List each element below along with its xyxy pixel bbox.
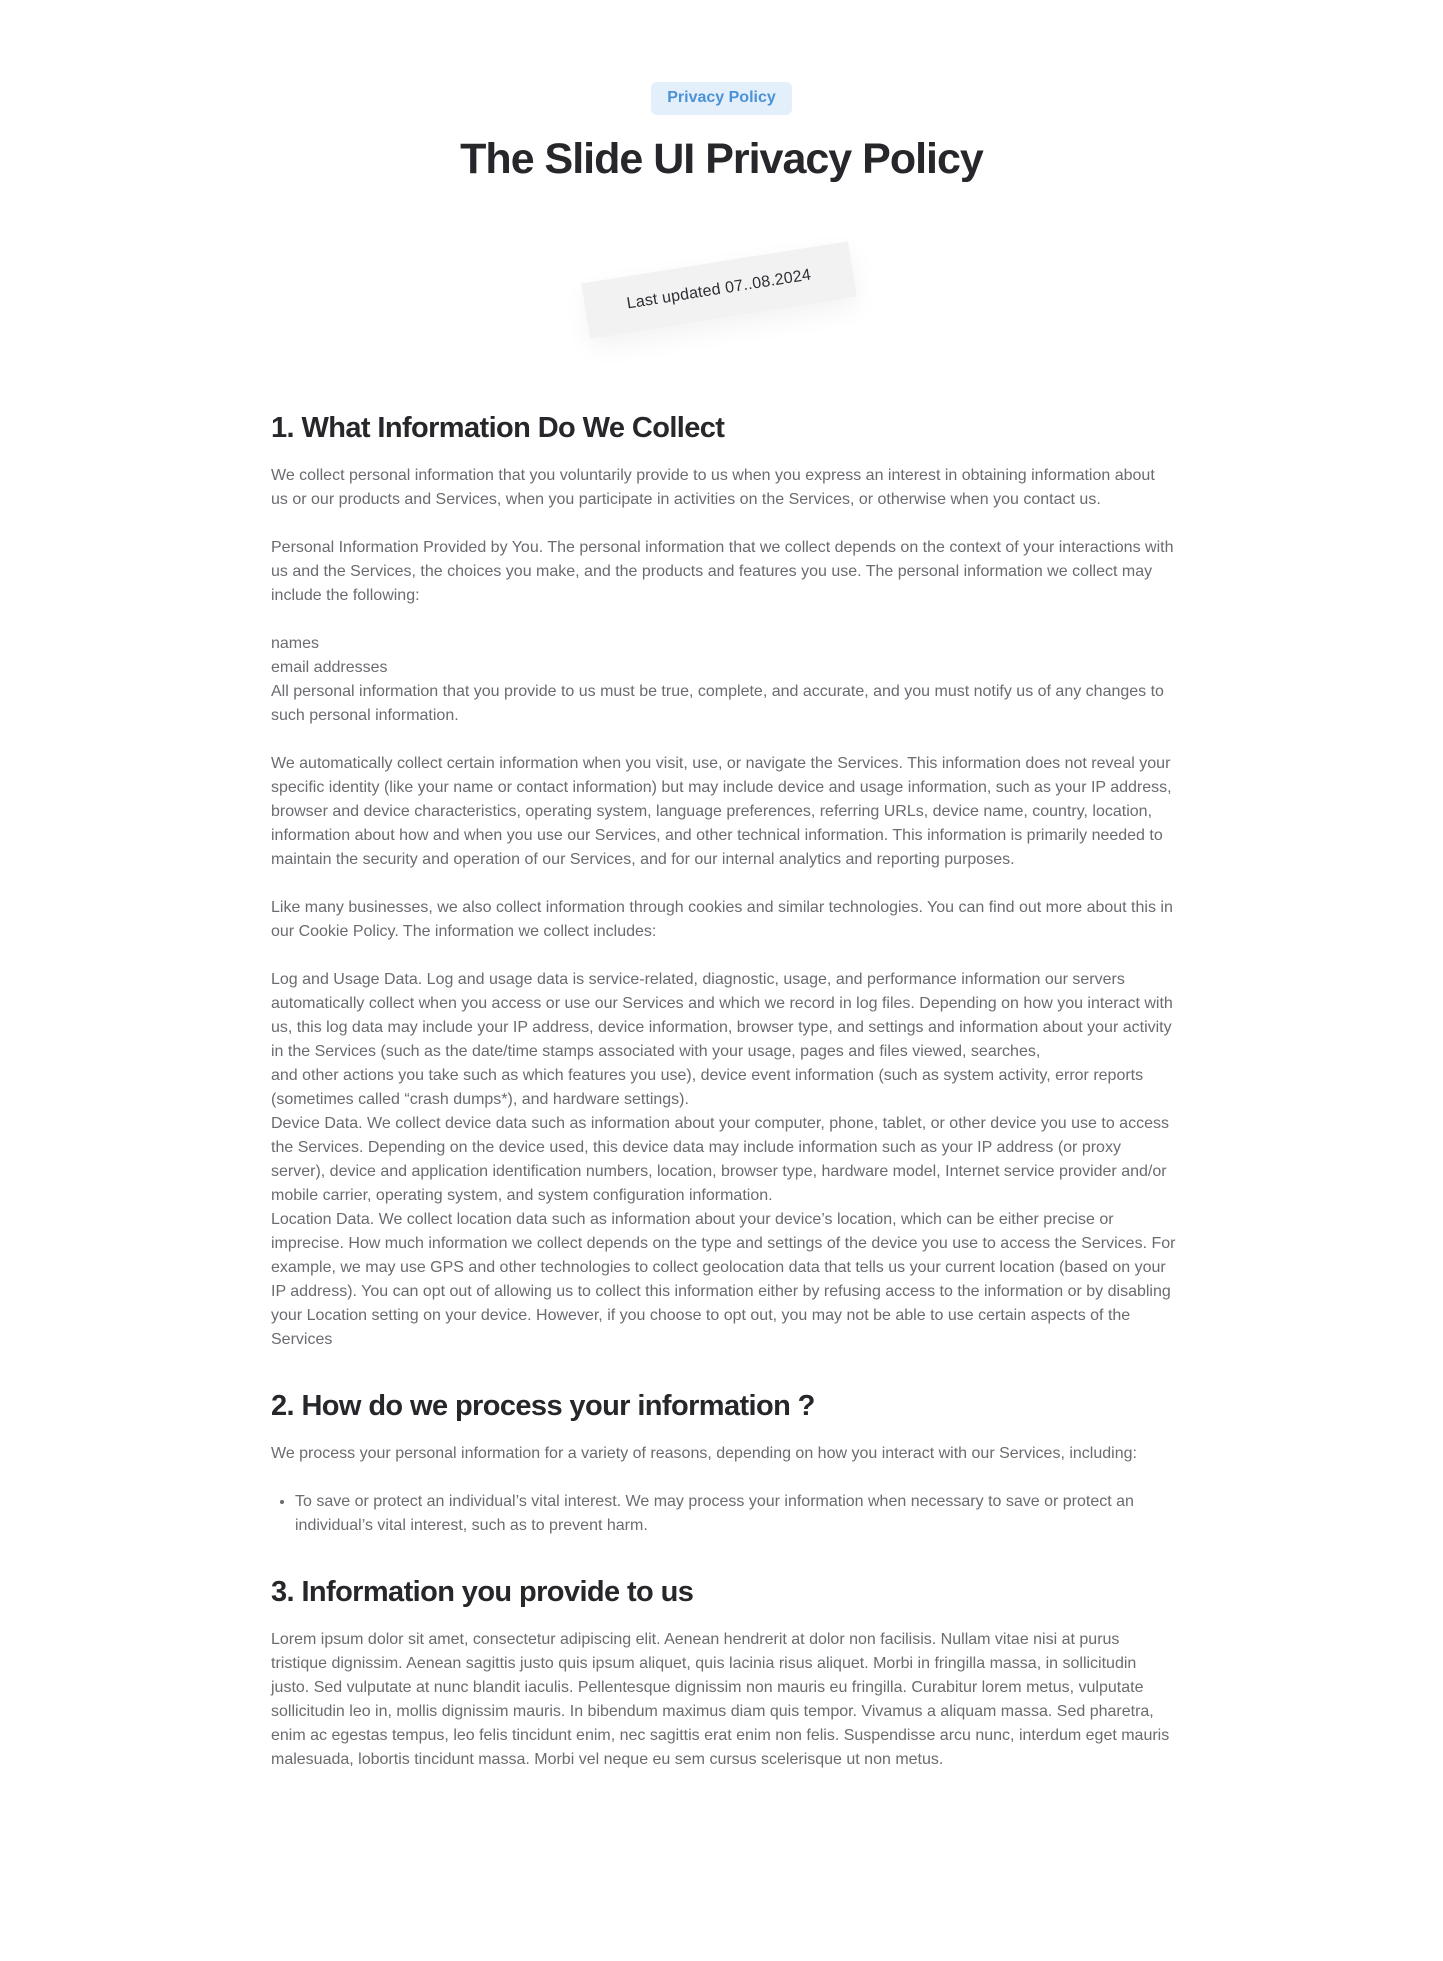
section-how-we-process xyxy=(271,1386,1176,1538)
section-information-you-provide xyxy=(271,1572,1176,1772)
section-what-information xyxy=(271,408,1176,1352)
bullet-item: • To save or protect an individual’s vital interest. We may process your information when necessary to save or protect an individual’s vital interest, such as to prevent harm. xyxy=(295,1490,1176,1538)
section-heading: 1. What Information Do We Collect xyxy=(271,412,725,444)
page-header xyxy=(0,82,1443,185)
paragraph: We process your personal information for a variety of reasons, depending on how you interact with our Services, including: xyxy=(271,1445,1137,1462)
paragraph: Location Data. We collect location data such as information about your device’s location, which can be either precise or imprecise. How much information we collect depends on the type and settings of the device you use to access the Services. For example, we may use GPS and other technologies to collect geolocation data that tells us your current location (based on your IP address). You can opt out of allowing us to collect this information either by refusing access to the information or by disabling your Location setting on your device. However, if you choose to opt out, you may not be able to use certain aspects of the Services xyxy=(271,1211,1176,1348)
paragraph: All personal information that you provide to us must be true, complete, and accurate, and you must notify us of any changes to such personal information. xyxy=(271,683,1164,724)
last-updated-tag: Last updated 07..08.2024 xyxy=(581,241,856,339)
list-item: email addresses xyxy=(271,659,388,676)
paragraph: Like many businesses, we also collect information through cookies and similar technologies. You can find out more about this in our Cookie Policy. The information we collect includes: xyxy=(271,899,1173,940)
paragraph: Lorem ipsum dolor sit amet, consectetur adipiscing elit. Aenean hendrerit at dolor non facilisis. Nullam vitae nisi at purus tristique dignissim. Aenean sagittis justo quis ipsum aliquet, quis lacinia risus aliquet. Morbi in fringilla massa, in sollicitudin justo. Sed vulputate at nunc blandit iaculis. Pellentesque dignissim non mauris eu fringilla. Curabitur lorem metus, vulputate sollicitudin leo in, mollis dignissim mauris. In bibendum maximus diam quis tempor. Vivamus a aliquam massa. Sed pharetra, enim ac egestas tempus, leo felis tincidunt enim, nec sagittis erat enim non felis. Suspendisse arcu nunc, interdum eget mauris malesuada, lobortis tincidunt massa. Morbi vel neque eu sem cursus scelerisque ut non metus. xyxy=(271,1631,1170,1768)
paragraph: and other actions you take such as which features you use), device event information (such as system activity, error reports (sometimes called “crash dumps*), and hardware settings). xyxy=(271,1067,1144,1108)
paragraph: Personal Information Provided by You. The personal information that we collect depends on the context of your interactions with us and the Services, the choices you make, and the products and features you use. The personal information we collect may include the following: xyxy=(271,539,1174,604)
paragraph: We collect personal information that you voluntarily provide to us when you express an interest in obtaining information about us or our products and Services, when you participate in activities on the Services, or otherwise when you contact us. xyxy=(271,467,1155,508)
privacy-policy-badge: Privacy Policy xyxy=(651,82,792,115)
policy-content xyxy=(271,408,1176,1772)
paragraph: Device Data. We collect device data such as information about your computer, phone, tablet, or other device you use to access the Services. Depending on the device used, this device data may include information such as your IP address (or proxy server), device and application identification numbers, location, browser type, hardware model, Internet service provider and/or mobile carrier, operating system, and system configuration information. xyxy=(271,1115,1169,1204)
section-heading: 2. How do we process your information ? xyxy=(271,1390,815,1422)
page-title: The Slide UI Privacy Policy xyxy=(460,135,983,183)
list-item: names xyxy=(271,635,320,652)
bullet-list xyxy=(271,1490,1176,1538)
paragraph: We automatically collect certain information when you visit, use, or navigate the Services. This information does not reveal your specific identity (like your name or contact information) but may include device and usage information, such as your IP address, browser and device characteristics, operating system, language preferences, referring URLs, device name, country, location, information about how and when you use our Services, and other technical information. This information is primarily needed to maintain the security and operation of our Services, and for our internal analytics and reporting purposes. xyxy=(271,755,1172,868)
paragraph: Log and Usage Data. Log and usage data is service-related, diagnostic, usage, and performance information our servers automatically collect when you access or use our Services and which we record in log files. Depending on how you interact with us, this log data may include your IP address, device information, browser type, and settings and information about your activity in the Services (such as the date/time stamps associated with your usage, pages and files viewed, searches, xyxy=(271,971,1173,1060)
section-heading: 3. Information you provide to us xyxy=(271,1576,694,1608)
